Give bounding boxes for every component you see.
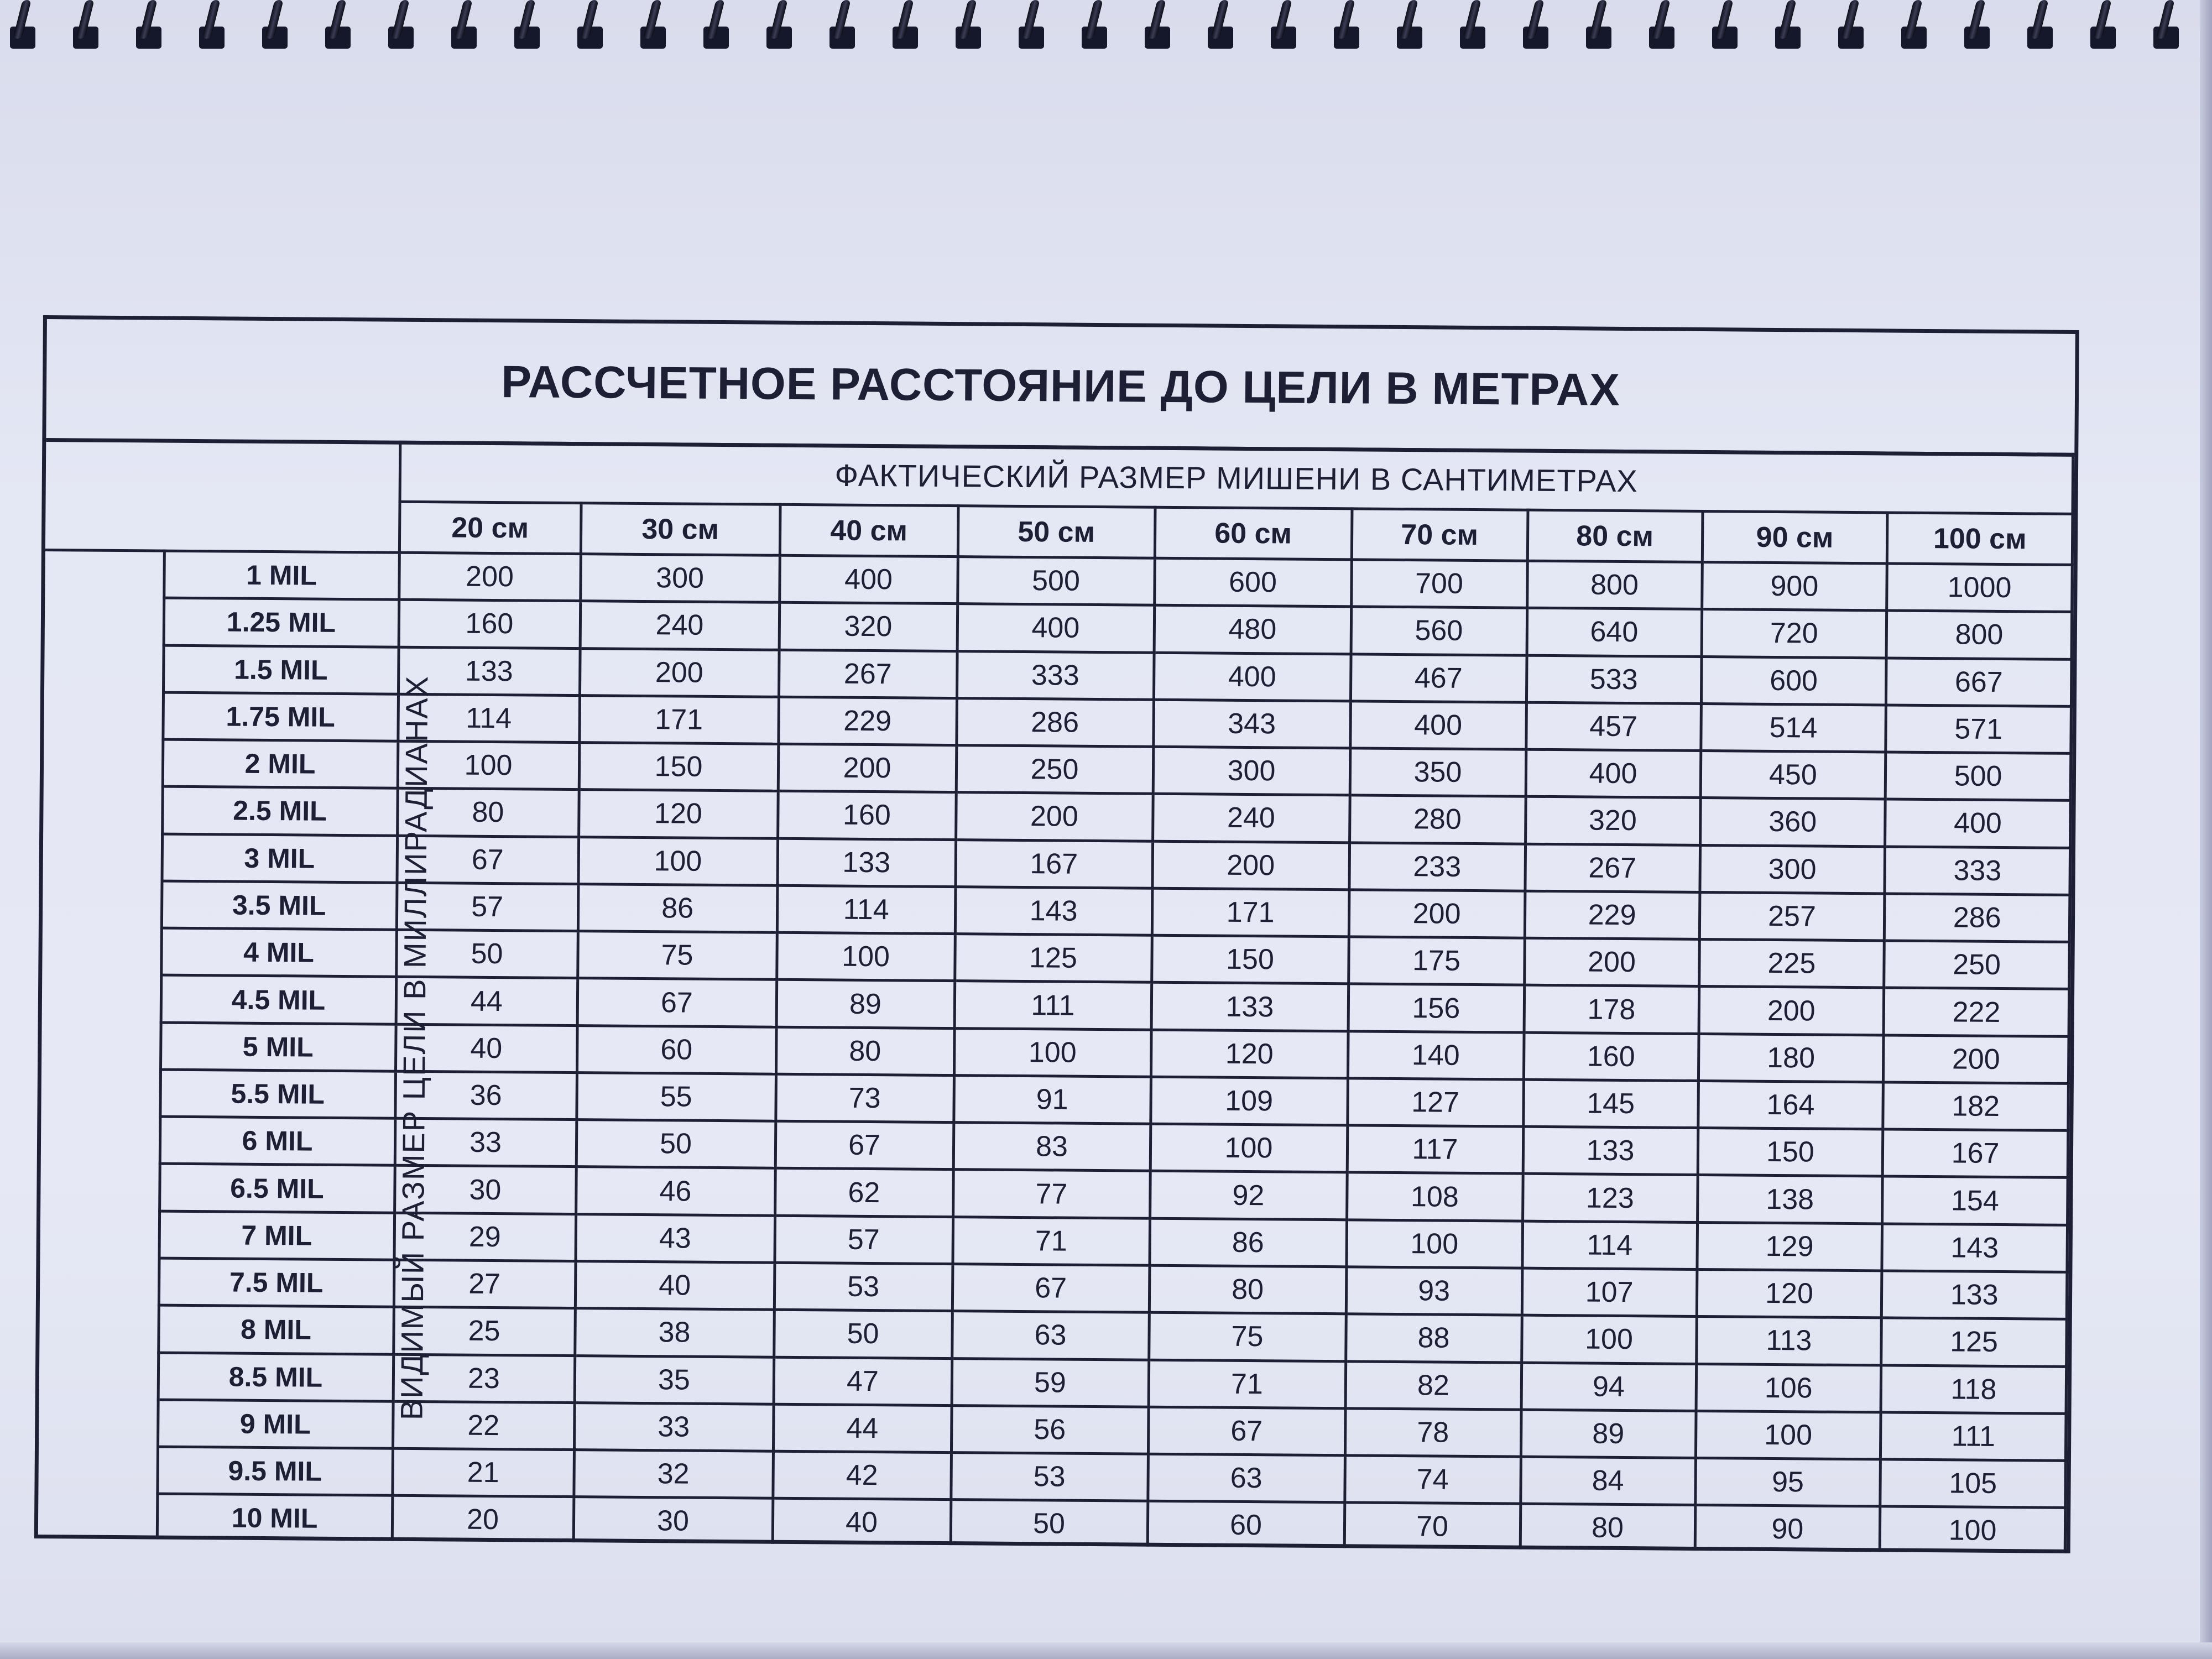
table-cell: 70 <box>1344 1503 1521 1550</box>
table-cell: 200 <box>1349 890 1525 938</box>
binding-ring <box>258 0 292 53</box>
table-cell: 120 <box>1151 1030 1348 1078</box>
binding-ring <box>636 0 670 53</box>
binding-ring <box>321 0 355 53</box>
table-cell: 182 <box>1883 1082 2068 1131</box>
table-cell: 300 <box>1699 845 1885 894</box>
table-cell: 71 <box>952 1217 1150 1265</box>
table-cell: 47 <box>774 1357 952 1406</box>
table-cell: 120 <box>1697 1269 1882 1318</box>
table-cell: 57 <box>774 1215 953 1264</box>
table-cell: 145 <box>1523 1079 1698 1128</box>
table-cell: 320 <box>779 603 958 651</box>
table-cell: 50 <box>951 1500 1148 1547</box>
column-header: 40 см <box>780 504 958 556</box>
binding-ring <box>1897 0 1931 53</box>
table-cell: 118 <box>1881 1365 2066 1413</box>
table-cell: 44 <box>773 1404 952 1453</box>
table-cell: 33 <box>395 1118 577 1167</box>
table-cell: 514 <box>1700 703 1886 752</box>
table-cell: 105 <box>1880 1459 2065 1508</box>
table-cell: 171 <box>1152 888 1349 937</box>
table-cell: 467 <box>1350 654 1527 702</box>
table-cell: 560 <box>1351 607 1527 655</box>
table-cell: 55 <box>576 1073 776 1121</box>
binding-ring <box>1645 0 1679 53</box>
table-cell: 53 <box>774 1262 953 1311</box>
binding-ring <box>6 0 40 53</box>
table-cell: 286 <box>1885 894 2070 942</box>
binding-ring <box>132 0 166 53</box>
table-cell: 400 <box>1885 799 2070 848</box>
table-cell: 160 <box>1524 1032 1699 1081</box>
table-cell: 667 <box>1886 658 2072 706</box>
table-cell: 23 <box>393 1354 575 1403</box>
table-cell: 46 <box>576 1167 775 1215</box>
table-cell: 500 <box>1885 752 2070 801</box>
table-cell: 40 <box>773 1499 951 1546</box>
table-cell: 32 <box>573 1450 773 1499</box>
table-title-bar <box>46 319 2075 457</box>
table-cell: 111 <box>1881 1412 2066 1461</box>
table-cell: 343 <box>1153 700 1350 748</box>
table-cell: 67 <box>397 836 578 884</box>
table-cell: 100 <box>398 741 580 790</box>
column-header: 30 см <box>581 503 780 556</box>
binding-ring <box>195 0 229 53</box>
binding-ring <box>1582 0 1616 53</box>
table-cell: 89 <box>776 980 955 1029</box>
binding-ring <box>2086 0 2120 53</box>
row-label: 7 MIL <box>159 1211 395 1260</box>
range-table-frame <box>34 315 2079 1553</box>
row-label: 9.5 MIL <box>157 1447 393 1495</box>
table-cell: 400 <box>779 555 958 604</box>
row-label: 7.5 MIL <box>159 1258 394 1307</box>
table-cell: 106 <box>1696 1364 1881 1412</box>
table-cell: 600 <box>1701 656 1886 705</box>
binding-ring <box>1771 0 1805 53</box>
table-cell: 100 <box>776 932 955 981</box>
table-cell: 480 <box>1154 606 1352 654</box>
table-title: РАССЧЕТНОЕ РАССТОЯНИЕ ДО ЦЕЛИ В МЕТРАХ <box>500 356 1621 415</box>
table-cell: 25 <box>393 1307 575 1355</box>
table-cell: 180 <box>1698 1034 1884 1082</box>
row-group-label: ВИДИМЫЙ РАЗМЕР ЦЕЛИ В МИЛЛИРАДИАНАХ <box>394 675 435 1421</box>
table-cell: 50 <box>396 930 578 978</box>
table-cell: 95 <box>1695 1458 1880 1507</box>
page-edge <box>2200 0 2212 1659</box>
row-label: 3.5 MIL <box>161 881 397 930</box>
table-cell: 200 <box>1699 987 1884 1035</box>
row-label: 1.75 MIL <box>163 692 398 741</box>
row-label: 8.5 MIL <box>158 1353 394 1401</box>
table-cell: 150 <box>1151 935 1349 984</box>
table-cell: 67 <box>1148 1407 1345 1455</box>
table-cell: 200 <box>1524 938 1699 987</box>
binding-ring <box>1960 0 1994 53</box>
table-cell: 175 <box>1348 937 1525 985</box>
table-cell: 100 <box>1695 1411 1881 1459</box>
table-cell: 200 <box>956 792 1153 841</box>
table-cell: 229 <box>1525 891 1700 940</box>
table-cell: 200 <box>580 648 779 697</box>
table-cell: 29 <box>394 1213 576 1261</box>
table-cell: 160 <box>778 791 956 840</box>
table-cell: 74 <box>1344 1455 1521 1504</box>
column-header: 80 см <box>1527 510 1703 562</box>
table-cell: 800 <box>1527 561 1702 609</box>
table-cell: 222 <box>1884 988 2069 1036</box>
table-cell: 109 <box>1150 1077 1348 1125</box>
table-cell: 67 <box>952 1264 1150 1313</box>
table-cell: 133 <box>777 838 956 887</box>
binding-ring <box>888 0 922 53</box>
table-cell: 360 <box>1700 798 1885 847</box>
table-cell: 77 <box>953 1170 1150 1218</box>
table-cell: 200 <box>778 744 957 792</box>
binding-ring <box>951 0 985 53</box>
table-cell: 114 <box>398 694 580 743</box>
table-cell: 90 <box>1695 1505 1880 1552</box>
table-cell: 133 <box>1151 983 1349 1031</box>
table-cell: 100 <box>1521 1315 1697 1364</box>
table-cell: 67 <box>775 1121 954 1170</box>
table-cell: 75 <box>577 931 777 980</box>
binding-ring <box>1834 0 1868 53</box>
table-cell: 900 <box>1702 562 1887 611</box>
table-cell: 33 <box>574 1402 774 1451</box>
table-cell: 154 <box>1882 1176 2068 1225</box>
binding-ring <box>2023 0 2057 53</box>
table-cell: 571 <box>1886 705 2071 754</box>
binding-ring <box>1329 0 1364 53</box>
row-label: 6 MIL <box>160 1117 395 1165</box>
table-cell: 80 <box>397 789 579 837</box>
table-cell: 59 <box>952 1358 1149 1407</box>
table-cell: 92 <box>1150 1171 1347 1220</box>
table-cell: 27 <box>394 1260 576 1308</box>
table-cell: 100 <box>1880 1506 2065 1553</box>
binding-ring <box>1014 0 1048 53</box>
table-cell: 123 <box>1522 1174 1698 1223</box>
table-cell: 113 <box>1696 1317 1881 1365</box>
table-cell: 300 <box>580 554 780 603</box>
table-cell: 178 <box>1524 985 1699 1034</box>
row-label: 4 MIL <box>161 928 397 977</box>
table-cell: 94 <box>1521 1363 1697 1411</box>
table-cell: 63 <box>1147 1454 1345 1503</box>
table-cell: 42 <box>773 1451 951 1500</box>
range-table <box>38 438 2074 1553</box>
binding-ring <box>762 0 796 53</box>
page-bottom-edge <box>0 1642 2212 1659</box>
table-cell: 73 <box>775 1074 954 1123</box>
table-cell: 78 <box>1345 1408 1521 1457</box>
binding-ring <box>1077 0 1112 53</box>
table-cell: 400 <box>957 604 1155 653</box>
binding-ring <box>69 0 103 53</box>
table-cell: 1000 <box>1887 564 2072 612</box>
table-cell: 533 <box>1526 655 1702 704</box>
table-cell: 350 <box>1350 748 1526 797</box>
table-cell: 143 <box>1882 1224 2067 1272</box>
column-group-label: ФАКТИЧЕСКИЙ РАЗМЕР МИШЕНИ В САНТИМЕТРАХ <box>400 442 2073 514</box>
table-cell: 40 <box>395 1024 577 1073</box>
table-cell: 720 <box>1702 609 1887 658</box>
table-cell: 89 <box>1521 1410 1696 1458</box>
table-cell: 233 <box>1349 842 1525 891</box>
table-cell: 127 <box>1347 1078 1524 1127</box>
table-cell: 53 <box>951 1453 1148 1501</box>
table-cell: 60 <box>577 1025 776 1074</box>
binding-ring <box>2149 0 2183 53</box>
table-cell: 156 <box>1348 984 1525 1032</box>
table-cell: 100 <box>954 1028 1151 1077</box>
row-label: 5.5 MIL <box>160 1070 395 1118</box>
table-cell: 240 <box>1152 794 1350 843</box>
table-cell: 200 <box>1152 841 1349 890</box>
table-cell: 700 <box>1351 560 1527 608</box>
table-cell: 400 <box>1154 653 1351 701</box>
table-cell: 100 <box>1150 1124 1348 1172</box>
table-cell: 57 <box>397 883 578 931</box>
table-cell: 62 <box>775 1168 953 1217</box>
table-cell: 114 <box>1522 1221 1697 1270</box>
table-cell: 200 <box>399 552 581 601</box>
binding-ring <box>1266 0 1301 53</box>
table-cell: 333 <box>1885 847 2070 895</box>
table-cell: 125 <box>954 934 1152 983</box>
table-cell: 63 <box>952 1311 1149 1360</box>
table-cell: 80 <box>776 1027 954 1076</box>
table-cell: 140 <box>1348 1031 1524 1079</box>
column-header: 50 см <box>958 506 1155 559</box>
table-cell: 133 <box>1882 1271 2067 1319</box>
table-cell: 138 <box>1697 1175 1882 1224</box>
table-cell: 75 <box>1149 1312 1346 1361</box>
spiral-binding <box>0 0 2212 55</box>
table-cell: 800 <box>1886 611 2072 659</box>
table-cell: 240 <box>580 601 780 650</box>
table-cell: 250 <box>956 745 1154 794</box>
column-header: 70 см <box>1352 509 1528 561</box>
table-cell: 44 <box>396 977 578 1026</box>
table-cell: 450 <box>1700 751 1886 800</box>
table-cell: 167 <box>1882 1129 2068 1178</box>
table-cell: 80 <box>1520 1504 1695 1551</box>
table-cell: 22 <box>393 1401 575 1450</box>
binding-ring <box>510 0 544 53</box>
table-cell: 300 <box>1153 747 1350 795</box>
table-cell: 400 <box>1526 749 1701 798</box>
row-label: 6.5 MIL <box>159 1164 395 1213</box>
table-cell: 640 <box>1527 608 1702 656</box>
table-cell: 600 <box>1154 558 1352 607</box>
binding-ring <box>384 0 418 53</box>
table-cell: 35 <box>575 1355 774 1404</box>
table-cell: 114 <box>777 885 956 934</box>
table-cell: 80 <box>1149 1265 1347 1314</box>
row-label: 1 MIL <box>164 551 399 599</box>
table-cell: 38 <box>575 1308 774 1357</box>
table-cell: 171 <box>579 695 779 744</box>
binding-ring <box>1455 0 1490 53</box>
row-label: 2 MIL <box>163 739 398 788</box>
table-cell: 457 <box>1526 702 1701 751</box>
table-cell: 83 <box>953 1123 1151 1171</box>
table-cell: 133 <box>398 647 580 696</box>
binding-ring <box>825 0 859 53</box>
table-cell: 30 <box>573 1497 773 1544</box>
table-cell: 120 <box>578 790 778 838</box>
binding-ring <box>1203 0 1238 53</box>
binding-ring <box>447 0 481 53</box>
table-cell: 71 <box>1149 1360 1346 1408</box>
table-cell: 229 <box>778 697 957 745</box>
binding-ring <box>1519 0 1553 53</box>
table-cell: 267 <box>779 650 957 698</box>
row-label: 10 MIL <box>157 1494 393 1541</box>
row-label: 1.5 MIL <box>163 645 399 694</box>
table-cell: 108 <box>1347 1172 1523 1221</box>
table-cell: 320 <box>1525 797 1700 846</box>
table-cell: 250 <box>1884 941 2069 989</box>
table-cell: 50 <box>576 1120 776 1168</box>
table-cell: 67 <box>577 978 777 1027</box>
table-cell: 30 <box>394 1166 576 1214</box>
table-cell: 143 <box>955 886 1152 935</box>
table-cell: 267 <box>1525 844 1700 893</box>
table-cell: 500 <box>957 557 1155 606</box>
row-label: 5 MIL <box>160 1022 396 1071</box>
table-cell: 100 <box>578 837 778 885</box>
table-cell: 20 <box>392 1495 574 1542</box>
table-cell: 111 <box>954 981 1152 1030</box>
table-cell: 133 <box>1523 1126 1698 1175</box>
table-cell: 84 <box>1520 1457 1695 1505</box>
binding-ring <box>1140 0 1175 53</box>
table-cell: 160 <box>399 599 581 648</box>
table-cell: 117 <box>1347 1125 1524 1174</box>
binding-ring <box>1392 0 1427 53</box>
binding-ring <box>573 0 607 53</box>
table-cell: 150 <box>1698 1128 1883 1177</box>
table-cell: 50 <box>774 1310 952 1358</box>
row-label: 4.5 MIL <box>161 975 397 1024</box>
table-cell: 225 <box>1699 940 1884 988</box>
column-header: 20 см <box>399 502 581 554</box>
table-cell: 280 <box>1349 795 1526 844</box>
table-cell: 125 <box>1881 1318 2067 1366</box>
table-cell: 82 <box>1345 1361 1522 1410</box>
column-header: 100 см <box>1887 513 2073 565</box>
table-cell: 86 <box>1149 1218 1347 1267</box>
table-cell: 21 <box>392 1448 574 1497</box>
column-header: 60 см <box>1155 507 1352 560</box>
table-cell: 129 <box>1697 1222 1882 1271</box>
binding-ring <box>699 0 733 53</box>
row-label: 8 MIL <box>158 1305 394 1354</box>
table-cell: 91 <box>953 1076 1151 1124</box>
table-cell: 43 <box>575 1214 775 1262</box>
row-label: 9 MIL <box>158 1400 393 1448</box>
column-header: 90 см <box>1702 512 1887 564</box>
row-label: 3 MIL <box>162 834 398 883</box>
table-cell: 88 <box>1345 1314 1522 1363</box>
table-cell: 40 <box>575 1261 775 1310</box>
table-cell: 333 <box>957 651 1154 700</box>
table-cell: 93 <box>1346 1267 1522 1316</box>
table-cell: 200 <box>1884 1035 2069 1084</box>
table-cell: 107 <box>1522 1268 1697 1317</box>
row-label: 2.5 MIL <box>162 786 398 835</box>
table-cell: 257 <box>1699 892 1885 941</box>
table-cell: 60 <box>1147 1501 1345 1548</box>
table-cell: 150 <box>579 743 779 791</box>
table-cell: 167 <box>955 839 1152 888</box>
binding-ring <box>1708 0 1742 53</box>
table-cell: 56 <box>951 1405 1149 1454</box>
table-cell: 400 <box>1350 701 1526 750</box>
table-cell: 164 <box>1698 1081 1883 1129</box>
table-body <box>38 550 2073 1553</box>
table-cell: 86 <box>578 884 778 932</box>
row-label: 1.25 MIL <box>164 598 399 646</box>
table-corner-cell <box>45 440 400 553</box>
table-cell: 36 <box>395 1071 577 1120</box>
table-cell: 100 <box>1346 1220 1522 1269</box>
table-cell: 286 <box>956 698 1154 747</box>
